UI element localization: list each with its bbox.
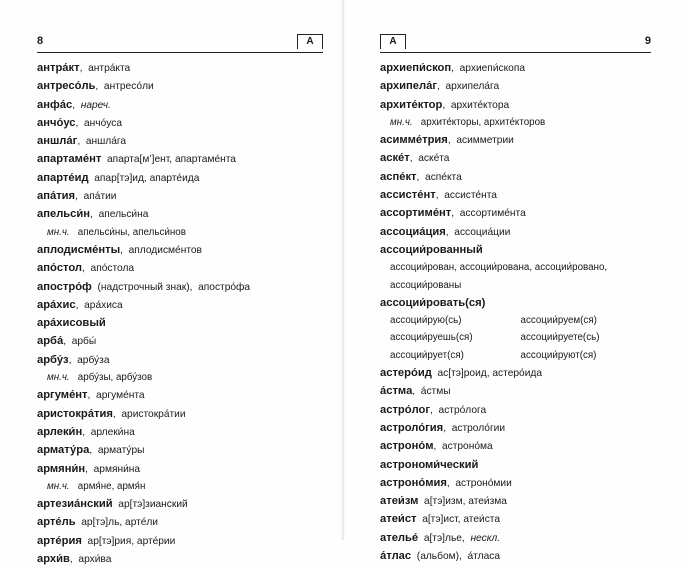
headword: ассоциированный <box>380 243 483 256</box>
word-forms: антресо́ли <box>103 81 154 93</box>
headword: астрология <box>380 421 444 434</box>
headword: арахисовый <box>37 317 106 330</box>
word-forms: архи́ва <box>78 554 112 566</box>
word-forms: ассисте́нта <box>444 190 497 202</box>
grammar-note: нареч. <box>80 99 111 111</box>
entry-apostol: апостол, апо́стола <box>37 262 135 275</box>
headword: аристократия <box>37 407 113 420</box>
word-forms: армяни́на <box>93 463 141 475</box>
headword: атеизм <box>380 495 419 508</box>
entry-arbuz: арбуз, арбу́за <box>37 353 110 366</box>
word-forms: а[тэ]ист, атеи́ста <box>422 514 501 526</box>
entry-arba: арба, арбы́ <box>37 335 97 348</box>
entry-arkhitektor-plural <box>380 114 651 131</box>
word-forms: асимметрии <box>456 135 514 147</box>
word-forms: ассоции́рованы <box>390 279 462 291</box>
headword: артель <box>37 516 76 529</box>
entry-anfas: анфас, нареч. <box>37 98 111 111</box>
entry-astrologiya: астрология, астроло́гии <box>380 421 506 434</box>
word-forms: ассортиме́нта <box>459 208 526 220</box>
entry-apostrof <box>37 278 323 296</box>
entry-astronomiya: астрономия, астроно́мии <box>380 476 512 489</box>
entry-ateist <box>380 510 651 528</box>
entry-assotsiirovanny-forms <box>380 259 651 276</box>
headword: астероид <box>380 367 432 380</box>
headword: архив <box>37 553 70 566</box>
headword: ассистент <box>380 189 436 202</box>
word-forms: анчо́уса <box>83 117 122 129</box>
conjugation-form: ассоции́рую(сь) <box>390 315 462 327</box>
left-page-header <box>37 34 323 53</box>
definition-note: (надстрочный знак), <box>97 281 193 293</box>
word-forms: апарта[м’]ент, апартаме́нта <box>107 154 236 166</box>
word-forms: апа́тии <box>83 191 117 203</box>
conjugation-form: ассоции́руют(ся) <box>520 349 597 361</box>
entry-arteriya <box>37 532 323 550</box>
entry-aspekt: аспект, аспе́кта <box>380 170 462 183</box>
word-forms: арлеки́на <box>90 426 135 438</box>
word-forms: ар[тэ]рия, арте́рии <box>87 535 176 547</box>
entry-assotsiatsiya: ассоциация, ассоциа́ции <box>380 225 511 238</box>
entry-aristokratiya: аристократия, аристокра́тии <box>37 407 186 420</box>
headword: артезианский <box>37 498 113 511</box>
entry-armyanin: армянин, армяни́на <box>37 462 141 475</box>
conjugation-form: ассоции́руем(ся) <box>520 315 597 327</box>
headword: антракт <box>37 62 80 74</box>
word-forms: армя́не, армя́н <box>77 480 146 492</box>
headword: астроном <box>380 440 434 453</box>
entry-antrakt: антракт, антра́кта <box>37 62 131 74</box>
headword: армянин <box>37 462 86 475</box>
headword: арлекин <box>37 425 83 438</box>
plural-label: мн.ч. <box>390 116 413 128</box>
right-page-header <box>380 34 651 53</box>
word-forms: аргуме́нта <box>96 390 145 402</box>
word-forms: астроно́ма <box>441 441 493 453</box>
word-forms: аске́та <box>418 153 450 165</box>
headword: астролог <box>380 403 431 416</box>
headword: астрономический <box>380 458 479 471</box>
headword: асимметрия <box>380 134 448 147</box>
headword: астрономия <box>380 476 447 489</box>
word-forms: ассоции́рован, ассоции́рована, ассоции́ровано, <box>390 262 608 274</box>
headword: апельсин <box>37 208 91 221</box>
entry-astronom: астроном, астроно́ма <box>380 440 493 453</box>
word-forms: архипела́га <box>445 81 500 93</box>
plural-label: мн.ч. <box>47 226 70 238</box>
entry-astrolog: астролог, астро́лога <box>380 403 487 416</box>
word-forms: ар[тэ]ль, арте́ли <box>81 517 158 529</box>
word-forms: аплодисме́нтов <box>128 244 202 256</box>
left-page <box>0 0 343 566</box>
word-forms: апар[тэ]ид, апарте́ида <box>94 172 200 184</box>
headword: аплодисменты <box>37 243 121 256</box>
headword: арбуз <box>37 353 69 366</box>
headword: аскет <box>380 152 410 165</box>
entry-arkhitektor: архитектор, архите́ктора <box>380 98 510 111</box>
entry-antresol: антресоль, антресо́ли <box>37 80 154 93</box>
entry-aplodismenty: аплодисменты, аплодисме́нтов <box>37 243 202 256</box>
headword: аргумент <box>37 389 88 402</box>
conjugation-table <box>380 312 651 364</box>
headword: апостроф <box>37 280 92 293</box>
word-forms: архите́ктора <box>450 99 510 111</box>
conjugation-form: ассоции́рует(ся) <box>390 349 464 361</box>
entry-anshlag: аншлаг, аншла́га <box>37 135 127 148</box>
grammar-note: нескл. <box>470 532 501 544</box>
word-forms: а[тэ]изм, атеи́зма <box>424 496 507 508</box>
word-forms: ар[тэ]зианский <box>118 499 188 511</box>
entry-ateizm <box>380 492 651 510</box>
headword: апостол <box>37 262 83 275</box>
headword: апатия <box>37 190 76 203</box>
word-forms: астроло́гии <box>451 422 506 434</box>
entry-aparteid <box>37 169 323 187</box>
entry-apartament <box>37 150 323 168</box>
entry-arkhiv: архив, архи́ва <box>37 553 112 566</box>
entry-arakhisovy <box>37 314 323 332</box>
entry-assistent: ассистент, ассисте́нта <box>380 189 497 202</box>
page-number: 8 <box>37 35 44 47</box>
entry-astma: астма, а́стмы <box>380 385 451 398</box>
plural-label: мн.ч. <box>47 480 70 492</box>
word-forms: апостро́фа <box>198 281 251 293</box>
word-forms: аншла́га <box>85 136 127 148</box>
word-forms: архиепи́скопа <box>459 63 526 74</box>
headword: арматура <box>37 444 90 457</box>
entry-artel <box>37 513 323 531</box>
headword: апартеид <box>37 171 89 184</box>
entry-apatiya: апатия, апа́тии <box>37 190 117 203</box>
headword: атлас <box>380 550 412 563</box>
word-forms: арбу́за <box>77 354 110 366</box>
headword: ателье <box>380 531 419 544</box>
word-forms: ара́хиса <box>84 299 123 311</box>
headword: арба <box>37 335 64 348</box>
entry-arbuz-plural <box>37 369 323 386</box>
entry-assotsiirovanny-forms-2 <box>380 277 651 294</box>
entry-arlekin: арлекин, арлеки́на <box>37 425 135 438</box>
word-forms: армату́ры <box>97 445 145 457</box>
entry-atele <box>380 529 651 547</box>
word-forms: ассоциа́ции <box>454 226 511 238</box>
word-forms: апо́стола <box>90 263 135 275</box>
entry-armyanin-plural <box>37 478 323 495</box>
headword: астма <box>380 385 413 398</box>
headword: антресоль <box>37 80 96 93</box>
entry-asteroid <box>380 364 651 382</box>
entry-armatura: арматура, армату́ры <box>37 444 145 457</box>
section-letter-box: А <box>297 34 323 49</box>
headword: ассоциация <box>380 225 446 238</box>
word-forms: архите́кторы, архите́кторов <box>420 116 546 128</box>
entry-arkhiepiskop: архиепископ, архиепи́скопа <box>380 62 526 74</box>
section-letter-box: А <box>380 34 406 49</box>
entry-argument: аргумент, аргуме́нта <box>37 389 145 402</box>
headword: арахис <box>37 298 76 311</box>
word-forms: антра́кта <box>88 63 131 74</box>
entry-asimmetriya: асимметрия, асимметрии <box>380 134 514 147</box>
headword: апартамент <box>37 153 102 166</box>
conjugation-form: ассоции́руешь(ся) <box>390 332 473 344</box>
headword: ассоциировать(ся) <box>380 296 486 309</box>
entry-apelsin-plural <box>37 224 323 241</box>
page-number: 9 <box>644 35 651 47</box>
word-forms: астроно́мии <box>455 477 512 489</box>
entry-atlas <box>380 547 651 565</box>
right-page <box>344 0 687 563</box>
word-forms: астро́лога <box>438 404 487 416</box>
entry-assotsiirovat <box>380 294 651 312</box>
headword: анфас <box>37 98 73 111</box>
word-forms: арбу́зы, арбу́зов <box>77 372 153 384</box>
word-forms: апельси́ны, апельси́нов <box>77 226 186 238</box>
entry-apelsin: апельсин, апельси́на <box>37 208 149 221</box>
entry-assotsiirovanny <box>380 241 651 259</box>
headword: аншлаг <box>37 135 78 148</box>
headword: архиепископ <box>380 62 452 74</box>
headword: атеист <box>380 513 417 526</box>
entry-anchous: анчоус, анчо́уса <box>37 116 122 129</box>
word-forms: а́стмы <box>420 386 451 398</box>
word-forms: арбы́ <box>71 336 97 348</box>
entry-asket: аскет, аске́та <box>380 152 450 165</box>
headword: архипелаг <box>380 80 437 93</box>
entry-assortiment: ассортимент, ассортиме́нта <box>380 207 526 220</box>
entry-arakhis: арахис, ара́хиса <box>37 298 123 311</box>
headword: ассортимент <box>380 207 452 220</box>
headword: аспект <box>380 170 417 183</box>
word-forms: ас[тэ]роид, астеро́ида <box>437 368 542 380</box>
headword: артерия <box>37 534 82 547</box>
headword: анчоус <box>37 116 76 129</box>
entry-artezianskiy <box>37 495 323 513</box>
word-forms: аспе́кта <box>425 171 462 183</box>
headword: архитектор <box>380 98 443 111</box>
entry-astronomicheskiy <box>380 456 651 474</box>
word-forms: а́тласа <box>467 551 500 563</box>
entry-arkhipelag: архипелаг, архипела́га <box>380 80 500 93</box>
plural-label: мн.ч. <box>47 372 70 384</box>
word-forms: апельси́на <box>98 209 149 221</box>
conjugation-form: ассоции́руете(сь) <box>520 332 600 344</box>
word-forms: а[тэ]лье, <box>423 532 465 544</box>
definition-note: (альбом), <box>416 551 462 563</box>
word-forms: аристокра́тии <box>121 408 186 420</box>
